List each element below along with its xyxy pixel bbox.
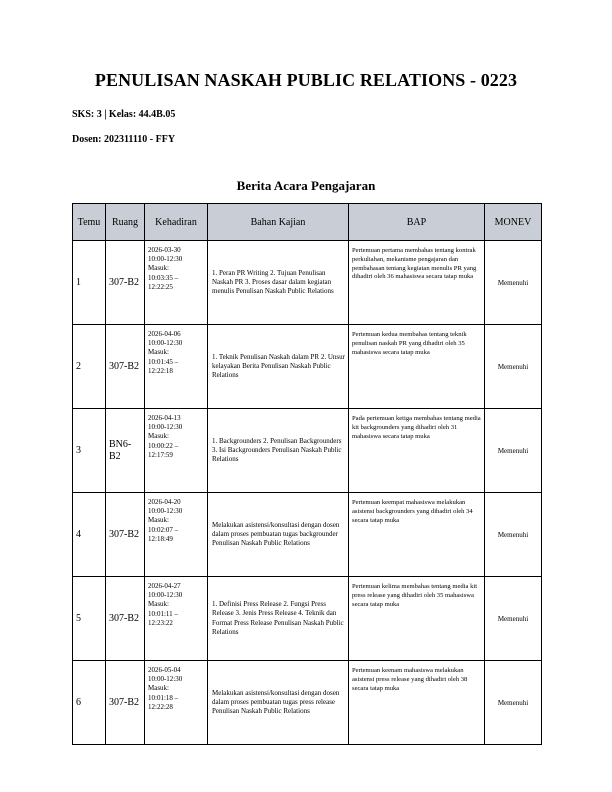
header-temu: Temu [73, 204, 106, 241]
cell-bap: Pertemuan keenam mahasiswa melakukan asistensi press release yang dihadiri oleh 38 secara tatap muka [349, 661, 485, 745]
cell-monev: Memenuhi [485, 493, 542, 577]
lecturer-info: Dosen: 202311110 - FFY [72, 134, 176, 145]
cell-bahan-kajian: 1. Peran PR Writing 2. Tujuan Penulisan Naskah PR 3. Proses dasar dalam kegiatan menulis Penulisan Naskah Public Relations [208, 241, 349, 325]
cell-ruang: 307-B2 [106, 493, 145, 577]
course-info: SKS: 3 | Kelas: 44.4B.05 [72, 109, 176, 120]
header-bap: BAP [349, 204, 485, 241]
cell-monev: Memenuhi [485, 577, 542, 661]
cell-bap: Pertemuan kelima membahas tentang media kit press release yang dihadiri oleh 35 mahasiswa secara tatap muka [349, 577, 485, 661]
cell-temu: 4 [73, 493, 106, 577]
cell-ruang: 307-B2 [106, 241, 145, 325]
cell-monev: Memenuhi [485, 241, 542, 325]
cell-ruang: 307-B2 [106, 325, 145, 409]
cell-temu: 6 [73, 661, 106, 745]
cell-ruang: BN6-B2 [106, 409, 145, 493]
cell-temu: 3 [73, 409, 106, 493]
cell-temu: 1 [73, 241, 106, 325]
cell-ruang: 307-B2 [106, 577, 145, 661]
teaching-record-table [72, 203, 542, 745]
table-header-row [73, 204, 542, 241]
cell-monev: Memenuhi [485, 661, 542, 745]
cell-kehadiran: 2026-04-20 10:00-12:30 Masuk: 10:02:07 – 12:18:49 [145, 493, 208, 577]
cell-monev: Memenuhi [485, 409, 542, 493]
header-ruang: Ruang [106, 204, 145, 241]
cell-bahan-kajian: 1. Teknik Penulisan Naskah dalam PR 2. Unsur kelayakan Berita Penulisan Naskah Public Relations [208, 325, 349, 409]
cell-bap: Pada pertemuan ketiga membahas tentang media kit backgrounders yang dihadiri oleh 31 mahasiswa secara tatap muka [349, 409, 485, 493]
cell-bap: Pertemuan kedua membahas tentang teknik penulisan naskah PR yang dihadiri oleh 35 mahasiswa secara tatap muka [349, 325, 485, 409]
section-title: Berita Acara Pengajaran [236, 178, 376, 193]
cell-monev: Memenuhi [485, 325, 542, 409]
cell-kehadiran: 2026-05-04 10:00-12:30 Masuk: 10:01:18 – 12:22:28 [145, 661, 208, 745]
cell-bahan-kajian: 1. Backgrounders 2. Penulisan Backgrounders 3. Isi Backgrounders Penulisan Naskah Public Relations [208, 409, 349, 493]
cell-kehadiran: 2026-04-06 10:00-12:30 Masuk: 10:01:45 – 12:22:18 [145, 325, 208, 409]
table-row [73, 493, 542, 577]
cell-bahan-kajian: Melakukan asistensi/konsultasi dengan dosen dalam proses pembuatan tugas press release Penulisan Naskah Public Relations [208, 661, 349, 745]
document-title: PENULISAN NASKAH PUBLIC RELATIONS - 0223 [94, 70, 518, 90]
cell-temu: 5 [73, 577, 106, 661]
cell-bap: Pertemuan pertama membahas tentang kontrak perkuliahan, mekanisme pengajaran dan pembahasan tentang kegiatan menulis PR yang dihadiri oleh 36 mahasiswa secara tatap muka [349, 241, 485, 325]
header-bahan-kajian: Bahan Kajian [208, 204, 349, 241]
cell-temu: 2 [73, 325, 106, 409]
cell-kehadiran: 2026-04-27 10:00-12:30 Masuk: 10:01:11 – 12:23:22 [145, 577, 208, 661]
table-row [73, 325, 542, 409]
header-monev: MONEV [485, 204, 542, 241]
table-row [73, 241, 542, 325]
cell-kehadiran: 2026-03-30 10:00-12:30 Masuk: 10:03:35 – 12:22:25 [145, 241, 208, 325]
cell-ruang: 307-B2 [106, 661, 145, 745]
cell-bahan-kajian: 1. Definisi Press Release 2. Fungsi Press Release 3. Jenis Press Release 4. Teknik dan Format Press Release Penulisan Naskah Public Relations [208, 577, 349, 661]
table-row [73, 409, 542, 493]
cell-kehadiran: 2026-04-13 10:00-12:30 Masuk: 10:00:22 – 12:17:59 [145, 409, 208, 493]
cell-bahan-kajian: Melakukan asistensi/konsultasi dengan dosen dalam proses pembuatan tugas backgrounder Penulisan Naskah Public Relations [208, 493, 349, 577]
table-row [73, 577, 542, 661]
cell-bap: Pertemuan keempat mahasiswa melakukan asistensi backgrounders yang dihadiri oleh 34 secara tatap muka [349, 493, 485, 577]
table-row [73, 661, 542, 745]
header-kehadiran: Kehadiran [145, 204, 208, 241]
